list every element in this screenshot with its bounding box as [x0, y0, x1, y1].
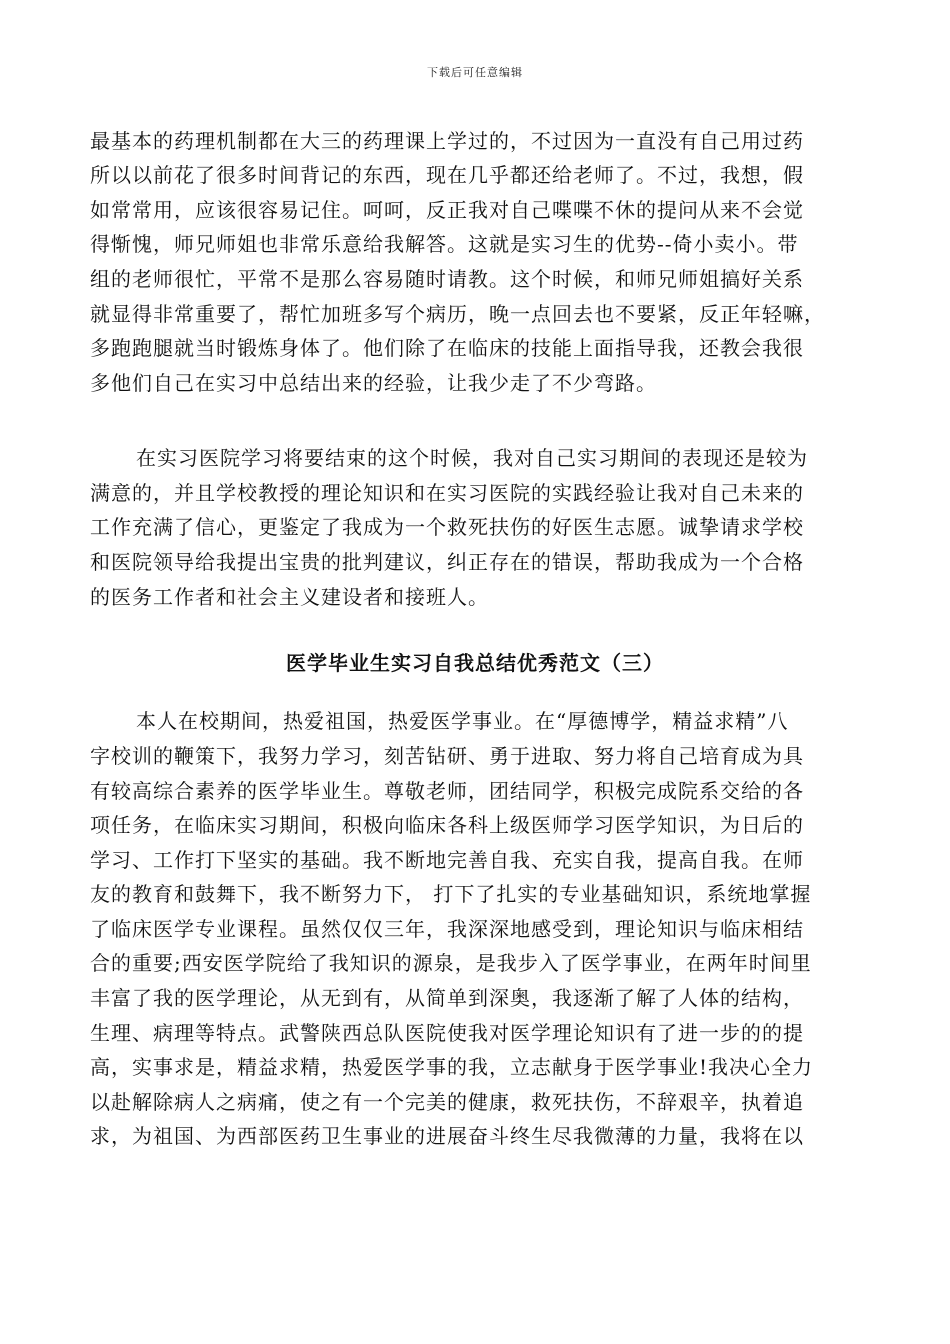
paragraph-2-line: 在实习医院学习将要结束的这个时候，我对自己实习期间的表现还是较为	[136, 446, 808, 470]
paragraph-3-line: 以赴解除病人之病痛，使之有一个完美的健康，救死扶伤，不辞艰辛，执着追	[90, 1090, 804, 1114]
paragraph-3-line: 友的教育和鼓舞下，我不断努力下， 打下了扎实的专业基础知识，系统地掌握	[90, 882, 812, 906]
paragraph-2-line: 和医院领导给我提出宝贵的批判建议，纠正存在的错误，帮助我成为一个合格	[90, 550, 804, 574]
paragraph-3-line: 本人在校期间，热爱祖国，热爱医学事业。在“厚德博学，精益求精”八	[136, 709, 789, 733]
paragraph-2-line: 满意的，并且学校教授的理论知识和在实习医院的实践经验让我对自己未来的	[90, 481, 804, 505]
paragraph-1-line: 多他们自己在实习中总结出来的经验，让我少走了不少弯路。	[90, 371, 657, 395]
paragraph-3-line: 有较高综合素养的医学毕业生。尊敬老师，团结同学，积极完成院系交给的各	[90, 779, 804, 803]
paragraph-2-line: 工作充满了信心，更鉴定了我成为一个救死扶伤的好医生志愿。诚挚请求学校	[90, 515, 804, 539]
paragraph-1-line: 所以以前花了很多时间背记的东西，现在几乎都还给老师了。不过，我想，假	[90, 163, 804, 187]
paragraph-1-line: 如常常用，应该很容易记住。呵呵，反正我对自己喋喋不休的提问从来不会觉	[90, 198, 804, 222]
paragraph-1-line: 组的老师很忙，平常不是那么容易随时请教。这个时候，和师兄师姐搞好关系	[90, 267, 804, 291]
paragraph-1-line: 就显得非常重要了，帮忙加班多写个病历，晚一点回去也不要紧，反正年轻嘛，	[90, 302, 825, 326]
paragraph-3-line: 了临床医学专业课程。虽然仅仅三年，我深深地感受到，理论知识与临床相结	[90, 917, 804, 941]
paragraph-3-line: 合的重要;西安医学院给了我知识的源泉，是我步入了医学事业，在两年时间里	[90, 951, 812, 975]
paragraph-3-line: 字校训的鞭策下，我努力学习，刻苦钻研、勇于进取、努力将自己培育成为具	[90, 744, 804, 768]
paragraph-1-line: 最基本的药理机制都在大三的药理课上学过的，不过因为一直没有自己用过药	[90, 129, 804, 153]
paragraph-1-line: 多跑跑腿就当时锻炼身体了。他们除了在临床的技能上面指导我，还教会我很	[90, 336, 804, 360]
paragraph-3-line: 学习、工作打下坚实的基础。我不断地完善自我、充实自我，提高自我。在师	[90, 848, 804, 872]
paragraph-3-line: 项任务，在临床实习期间，积极向临床各科上级医师学习医学知识，为日后的	[90, 813, 804, 837]
paragraph-2-line: 的医务工作者和社会主义建设者和接班人。	[90, 585, 489, 609]
paragraph-3-line: 高，实事求是，精益求精，热爱医学事的我，立志献身于医学事业!我决心全力	[90, 1055, 814, 1079]
paragraph-3-line: 生理、病理等特点。武警陕西总队医院使我对医学理论知识有了进一步的的提	[90, 1021, 804, 1045]
page-header-note: 下载后可任意编辑	[427, 66, 523, 79]
paragraph-3-line: 丰富了我的医学理论，从无到有，从简单到深奥，我逐渐了解了人体的结构，	[90, 986, 804, 1010]
paragraph-3-line: 求，为祖国、为西部医药卫生事业的进展奋斗终生尽我微薄的力量，我将在以	[90, 1124, 804, 1148]
section-heading: 医学毕业生实习自我总结优秀范文（三）	[286, 651, 664, 675]
paragraph-1-line: 得惭愧，师兄师姐也非常乐意给我解答。这就是实习生的优势--倚小卖小。带	[90, 232, 799, 256]
